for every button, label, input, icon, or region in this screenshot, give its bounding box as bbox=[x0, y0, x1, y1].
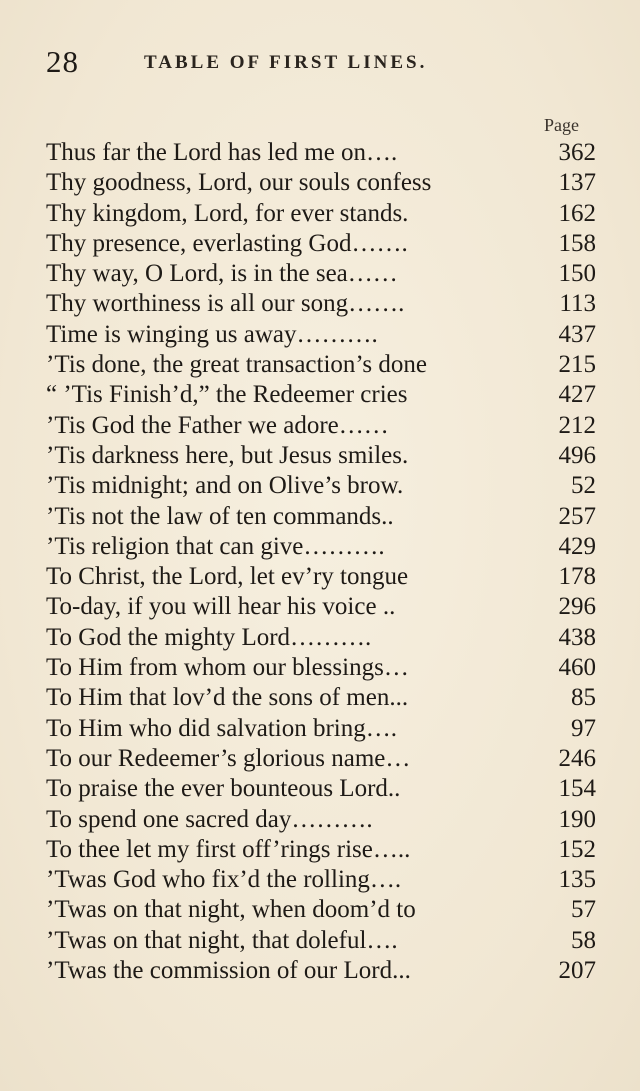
first-line-text: To God the mighty Lord………. bbox=[46, 623, 372, 651]
list-item bbox=[46, 502, 596, 532]
list-item bbox=[46, 199, 596, 229]
list-item bbox=[46, 471, 596, 501]
hymn-page-number: 97 bbox=[571, 714, 596, 742]
first-line-text: To praise the ever bounteous Lord.. bbox=[46, 775, 401, 803]
hymn-page-number: 215 bbox=[558, 351, 596, 379]
hymn-page-number: 150 bbox=[558, 260, 596, 288]
first-line-text: To spend one sacred day………. bbox=[46, 805, 373, 833]
first-line-text: Thy presence, everlasting God……. bbox=[46, 229, 408, 257]
list-item bbox=[46, 805, 596, 835]
list-item bbox=[46, 956, 596, 986]
hymn-page-number: 52 bbox=[571, 472, 596, 500]
first-line-text: ’Tis done, the great transaction’s done bbox=[46, 351, 427, 379]
first-line-text: ’Tis midnight; and on Olive’s brow. bbox=[46, 472, 404, 500]
hymn-page-number: 85 bbox=[571, 684, 596, 712]
hymn-page-number: 152 bbox=[558, 835, 596, 863]
list-item bbox=[46, 774, 596, 804]
first-line-text: To-day, if you will hear his voice .. bbox=[46, 593, 396, 621]
hymn-page-number: 438 bbox=[558, 623, 596, 651]
hymn-page-number: 190 bbox=[558, 805, 596, 833]
first-lines-list bbox=[46, 138, 596, 986]
hymn-page-number: 429 bbox=[558, 532, 596, 560]
hymn-page-number: 207 bbox=[558, 957, 596, 985]
hymn-page-number: 460 bbox=[558, 654, 596, 682]
list-item bbox=[46, 320, 596, 350]
hymn-page-number: 154 bbox=[558, 775, 596, 803]
list-item bbox=[46, 835, 596, 865]
list-item bbox=[46, 562, 596, 592]
list-item bbox=[46, 350, 596, 380]
first-line-text: ’Twas the commission of our Lord... bbox=[46, 957, 411, 985]
page-header bbox=[46, 44, 606, 84]
hymn-page-number: 58 bbox=[571, 926, 596, 954]
page-number: 28 bbox=[46, 44, 79, 79]
first-line-text: To Him from whom our blessings… bbox=[46, 654, 409, 682]
hymn-page-number: 178 bbox=[558, 563, 596, 591]
first-line-text: To Him who did salvation bring…. bbox=[46, 714, 398, 742]
hymn-page-number: 496 bbox=[558, 441, 596, 469]
first-line-text: Thy kingdom, Lord, for ever stands. bbox=[46, 199, 409, 227]
hymn-page-number: 158 bbox=[558, 229, 596, 257]
first-line-text: Time is winging us away………. bbox=[46, 320, 378, 348]
first-line-text: ’Twas on that night, that doleful…. bbox=[46, 926, 398, 954]
list-item bbox=[46, 138, 596, 168]
hymn-page-number: 296 bbox=[558, 593, 596, 621]
list-item bbox=[46, 411, 596, 441]
hymn-page-number: 162 bbox=[558, 199, 596, 227]
list-item bbox=[46, 168, 596, 198]
first-line-text: Thy worthiness is all our song……. bbox=[46, 290, 405, 318]
list-item bbox=[46, 683, 596, 713]
first-line-text: ’Twas God who fix’d the rolling…. bbox=[46, 866, 402, 894]
hymn-page-number: 57 bbox=[571, 896, 596, 924]
list-item bbox=[46, 714, 596, 744]
first-line-text: Thy way, O Lord, is in the sea…… bbox=[46, 260, 398, 288]
list-item bbox=[46, 865, 596, 895]
first-line-text: ’Tis darkness here, but Jesus smiles. bbox=[46, 441, 409, 469]
list-item bbox=[46, 289, 596, 319]
hymn-page-number: 427 bbox=[558, 381, 596, 409]
hymn-page-number: 437 bbox=[558, 320, 596, 348]
list-item bbox=[46, 926, 596, 956]
list-item bbox=[46, 441, 596, 471]
first-line-text: ’Tis religion that can give………. bbox=[46, 532, 385, 560]
hymn-page-number: 362 bbox=[558, 139, 596, 166]
hymn-page-number: 137 bbox=[558, 169, 596, 197]
first-line-text: To Christ, the Lord, let ev’ry tongue bbox=[46, 563, 409, 591]
hymn-page-number: 246 bbox=[558, 744, 596, 772]
first-line-text: To Him that lov’d the sons of men... bbox=[46, 684, 409, 712]
first-line-text: Thy goodness, Lord, our souls confess bbox=[46, 169, 432, 197]
list-item bbox=[46, 259, 596, 289]
hymn-page-number: 212 bbox=[558, 411, 596, 439]
list-item bbox=[46, 380, 596, 410]
first-line-text: To thee let my first off’rings rise….. bbox=[46, 835, 411, 863]
first-line-text: ’Tis not the law of ten commands.. bbox=[46, 502, 394, 530]
first-line-text: ’Twas on that night, when doom’d to bbox=[46, 896, 416, 924]
list-item bbox=[46, 744, 596, 774]
list-item bbox=[46, 653, 596, 683]
first-line-text: ’Tis God the Father we adore…… bbox=[46, 411, 389, 439]
list-item bbox=[46, 895, 596, 925]
hymn-page-number: 257 bbox=[558, 502, 596, 530]
first-line-text: To our Redeemer’s glorious name… bbox=[46, 744, 411, 772]
list-item bbox=[46, 592, 596, 622]
first-line-text: “ ’Tis Finish’d,” the Redeemer cries bbox=[46, 381, 408, 409]
list-item bbox=[46, 623, 596, 653]
running-title: TABLE OF FIRST LINES. bbox=[144, 52, 428, 73]
page-column-label: Page bbox=[544, 115, 579, 135]
hymn-page-number: 135 bbox=[558, 866, 596, 894]
hymn-page-number: 113 bbox=[559, 290, 596, 318]
list-item bbox=[46, 229, 596, 259]
first-line-text: Thus far the Lord has led me on…. bbox=[46, 139, 398, 166]
list-item bbox=[46, 532, 596, 562]
